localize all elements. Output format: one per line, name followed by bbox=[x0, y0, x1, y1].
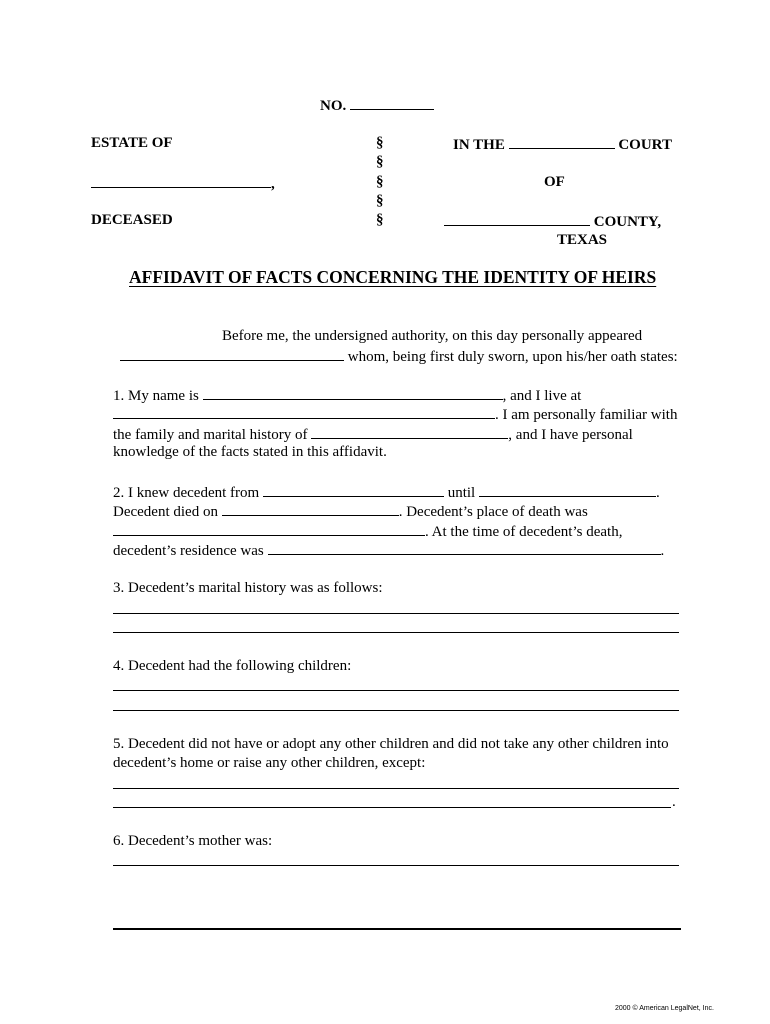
section-sign: § bbox=[376, 174, 384, 190]
county-label: COUNTY, bbox=[593, 214, 662, 230]
other-children-line[interactable] bbox=[113, 807, 671, 808]
section-sign: § bbox=[376, 212, 384, 228]
from-date-blank[interactable] bbox=[263, 484, 444, 497]
marital-history-line[interactable] bbox=[113, 632, 679, 633]
children-line[interactable] bbox=[113, 690, 679, 691]
county-line bbox=[444, 213, 661, 230]
para2-text: until bbox=[447, 485, 476, 501]
para6-text: 6. Decedent’s mother was: bbox=[113, 833, 273, 849]
estate-name-blank[interactable] bbox=[91, 175, 271, 188]
court-blank[interactable] bbox=[509, 136, 615, 149]
para2-line4 bbox=[113, 542, 664, 559]
mother-line[interactable] bbox=[113, 865, 679, 866]
page-divider bbox=[113, 928, 681, 930]
para1-text: 1. My name is bbox=[113, 388, 199, 404]
marital-history-line[interactable] bbox=[113, 613, 679, 614]
case-number-blank[interactable] bbox=[350, 97, 434, 110]
para2-line2 bbox=[113, 503, 588, 520]
document-title: AFFIDAVIT OF FACTS CONCERNING THE IDENTITY OF HEIRS bbox=[129, 267, 657, 287]
para5-end-period: . bbox=[672, 794, 676, 810]
para2-text: . At the time of decedent’s death, bbox=[425, 524, 623, 540]
para2-line1 bbox=[113, 484, 660, 501]
para1-text: . I am personally familiar with bbox=[495, 407, 678, 423]
estate-name-line bbox=[91, 175, 275, 192]
section-sign: § bbox=[376, 135, 384, 151]
of-label: OF bbox=[544, 174, 565, 190]
para2-text: . bbox=[655, 485, 660, 501]
para2-text: 2. I knew decedent from bbox=[113, 485, 260, 501]
para1-line1 bbox=[113, 387, 581, 404]
residence-blank[interactable] bbox=[268, 542, 661, 555]
case-number bbox=[320, 97, 434, 114]
address-blank[interactable] bbox=[113, 406, 495, 419]
para1-text: the family and marital history of bbox=[113, 427, 308, 443]
children-line[interactable] bbox=[113, 710, 679, 711]
para1-line3 bbox=[113, 426, 633, 443]
other-children-line[interactable] bbox=[113, 788, 679, 789]
death-date-blank[interactable] bbox=[222, 503, 399, 516]
para4-text: 4. Decedent had the following children: bbox=[113, 658, 352, 674]
para2-line3 bbox=[113, 523, 622, 540]
para3-text: 3. Decedent’s marital history was as follows: bbox=[113, 580, 383, 596]
para1-text: , and I have personal bbox=[508, 427, 633, 443]
until-date-blank[interactable] bbox=[479, 484, 656, 497]
court-line bbox=[453, 136, 672, 153]
para2-text: . bbox=[660, 543, 665, 559]
para5-line2: decedent’s home or raise any other children, except: bbox=[113, 755, 426, 771]
copyright-footer: 2000 © American LegalNet, Inc. bbox=[615, 1005, 714, 1012]
county-blank[interactable] bbox=[444, 213, 590, 226]
case-number-label: NO. bbox=[320, 98, 347, 114]
intro-line-2-text: whom, being first duly sworn, upon his/her oath states: bbox=[347, 349, 678, 365]
estate-of-label: ESTATE OF bbox=[91, 135, 173, 151]
texas-label: TEXAS bbox=[557, 232, 608, 248]
deceased-label: DECEASED bbox=[91, 212, 173, 228]
death-place-blank[interactable] bbox=[113, 523, 425, 536]
para1-line2 bbox=[113, 406, 677, 423]
para2-text: Decedent died on bbox=[113, 504, 218, 520]
court-label: COURT bbox=[618, 137, 672, 153]
para1-line4: knowledge of the facts stated in this affidavit. bbox=[113, 444, 387, 460]
para2-text: decedent’s residence was bbox=[113, 543, 264, 559]
comma: , bbox=[271, 176, 275, 192]
para1-text: , and I live at bbox=[502, 388, 582, 404]
para5-line1: 5. Decedent did not have or adopt any other children and did not take any other children into bbox=[113, 736, 669, 752]
decedent-name-blank[interactable] bbox=[311, 426, 508, 439]
para2-text: . Decedent’s place of death was bbox=[398, 504, 588, 520]
section-sign: § bbox=[376, 193, 384, 209]
affiant-blank[interactable] bbox=[120, 348, 344, 361]
name-blank[interactable] bbox=[203, 387, 503, 400]
section-sign: § bbox=[376, 154, 384, 170]
intro-line-1: Before me, the undersigned authority, on this day personally appeared bbox=[222, 328, 643, 344]
in-the-label: IN THE bbox=[453, 137, 505, 153]
intro-line-2 bbox=[120, 348, 678, 365]
